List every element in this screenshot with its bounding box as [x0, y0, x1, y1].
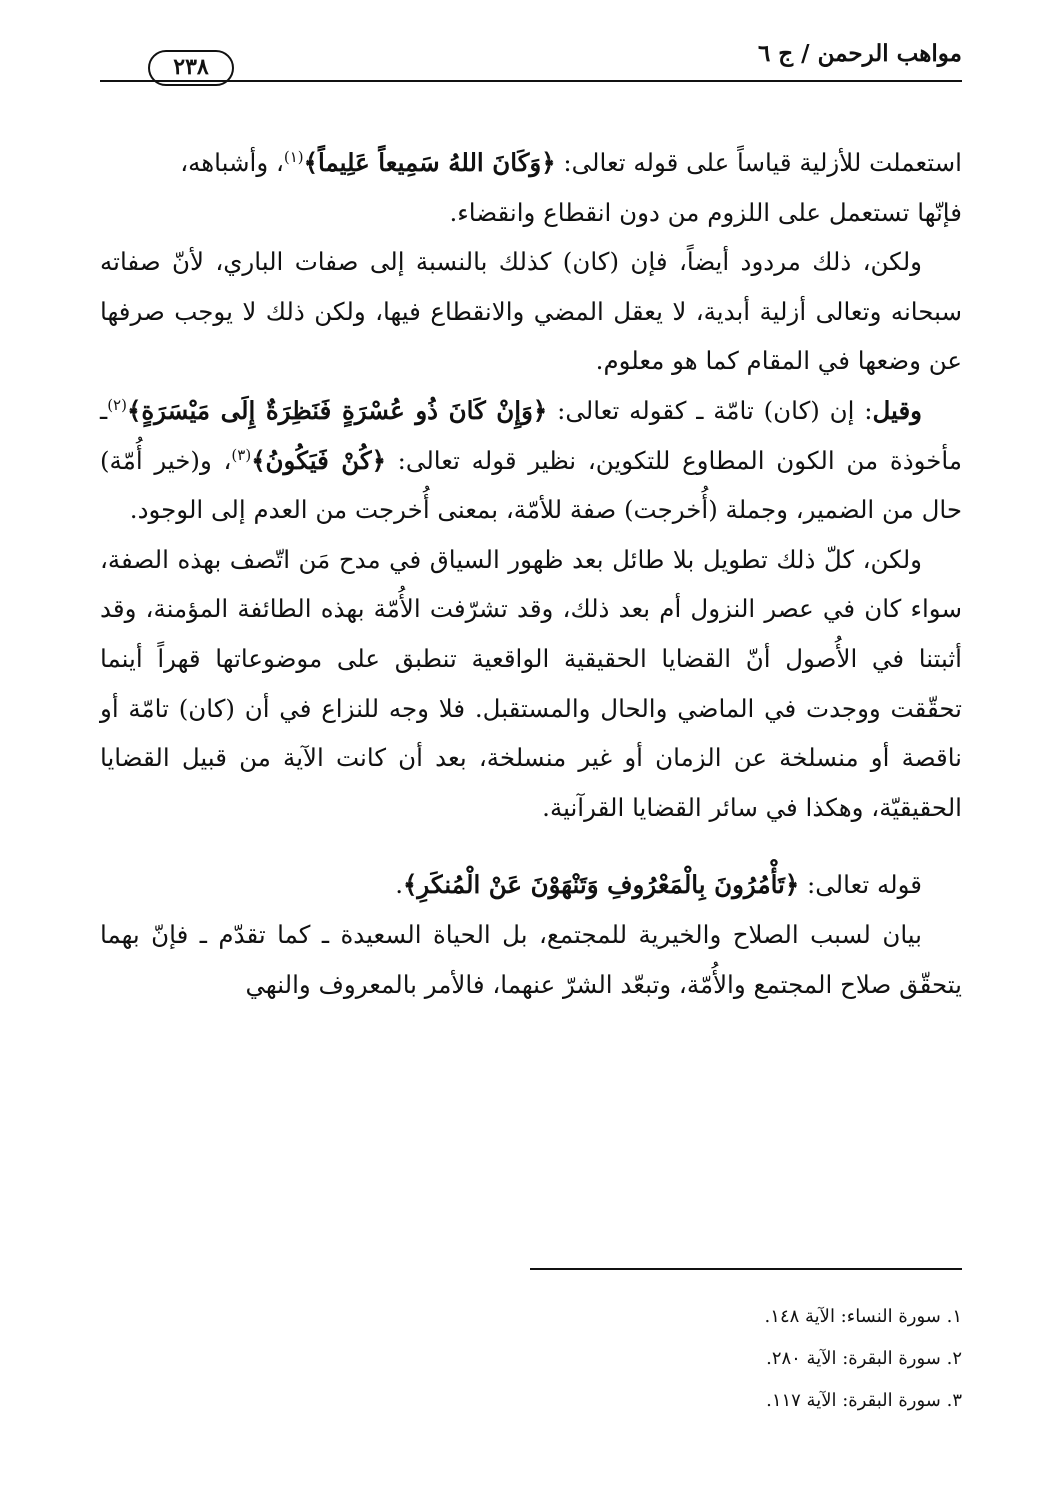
page-number: ٢٣٨: [148, 50, 234, 86]
footnote-ref: (١): [283, 147, 304, 166]
quran-quote: ﴿كُنْ فَيَكُونُ﴾: [251, 445, 386, 475]
footnote-ref: (٣): [231, 445, 252, 464]
paragraph-2: ولكن، ذلك مردود أيضاً، فإن (كان) كذلك بالنسبة إلى صفات الباري، لأنّ صفاته سبحانه وتعالى أزلية أبدية، لا يعقل المضي والانقطاع فيها، ولكن ذلك لا يوجب صرفها عن وضعها في المقام كما هو معلوم.: [100, 247, 962, 376]
main-text: [100, 138, 962, 1009]
header-title: مواهب الرحمن / ج ٦: [757, 40, 962, 67]
paragraph-6: بيان لسبب الصلاح والخيرية للمجتمع، بل الحياة السعيدة ـ كما تقدّم ـ فإنّ بهما يتحقّق صلاح المجتمع والأُمّة، وتبعّد الشرّ عنهما، فالأمر بالمعروف والنهي: [100, 919, 962, 999]
quran-quote: ﴿وَكَانَ اللهُ سَمِيعاً عَلِيماً﴾: [303, 148, 556, 177]
section-gap: [100, 832, 962, 860]
footnote-rule: [530, 1268, 962, 1270]
quran-quote: ﴿تَأْمُرُونَ بِالْمَعْرُوفِ وَتَنْهَوْنَ عَنْ الْمُنكَرِ﴾: [403, 870, 800, 900]
paragraph-1: استعملت للأزلية قياساً على قوله تعالى: ﴿وَكَانَ اللهُ سَمِيعاً عَلِيماً﴾$^{(١)}$، وأشباهه، فإنّها تستعمل على اللزوم من دون انقطاع وانقضاء.: [180, 147, 962, 227]
quran-quote: ﴿وَإِنْ كَانَ ذُو عُسْرَةٍ فَنَظِرَةٌ إِلَى مَيْسَرَةٍ﴾: [126, 395, 548, 425]
footnote-2: ٢. سورة البقرة: الآية ٢٨٠.: [766, 1348, 962, 1369]
footnotes: [362, 1296, 962, 1422]
paragraph-4: ولكن، كلّ ذلك تطويل بلا طائل بعد ظهور السياق في مدح مَن اتّصف بهذه الصفة، سواء كان في عصر النزول أم بعد ذلك، وقد تشرّفت الأُمّة بهذه الطائفة المؤمنة، وقد أثبتنا في الأُصول أنّ القضايا الحقيقية الواقعية تنطبق على موضوعاتها قهراً أينما تحقّقت ووجدت في الماضي والحال والمستقبل. فلا وجه للنزاع في أن (كان) تامّة أو ناقصة أو منسلخة عن الزمان أو غير منسلخة، بعد أن كانت الآية من قبيل القضايا الحقيقيّة، وهكذا في سائر القضايا القرآنية.: [100, 544, 962, 822]
header-rule: [100, 80, 962, 82]
footnote-3: ٣. سورة البقرة: الآية ١١٧.: [766, 1390, 962, 1411]
verse-heading: قوله تعالى: ﴿تَأْمُرُونَ بِالْمَعْرُوفِ وَتَنْهَوْنَ عَنْ الْمُنكَرِ﴾.: [395, 870, 922, 900]
paragraph-3: وقيل: إن (كان) تامّة ـ كقوله تعالى: ﴿وَإِنْ كَانَ ذُو عُسْرَةٍ فَنَظِرَةٌ إِلَى مَيْسَرَةٍ﴾$^{(٢)}$ـ مأخوذة من الكون المطاوع للتكوين، نظير قوله تعالى: ﴿كُنْ فَيَكُونُ﴾$^{(٣)}$، و(خير أُمّة) حال من الضمير، وجملة (أُخرجت) صفة للأمّة، بمعنى أُخرجت من العدم إلى الوجود.: [100, 395, 962, 525]
footnote-1: ١. سورة النساء: الآية ١٤٨.: [764, 1306, 962, 1327]
paragraph-lead: وقيل: [872, 395, 922, 425]
footnote-ref: (٢): [107, 395, 127, 414]
running-header: [100, 36, 962, 86]
